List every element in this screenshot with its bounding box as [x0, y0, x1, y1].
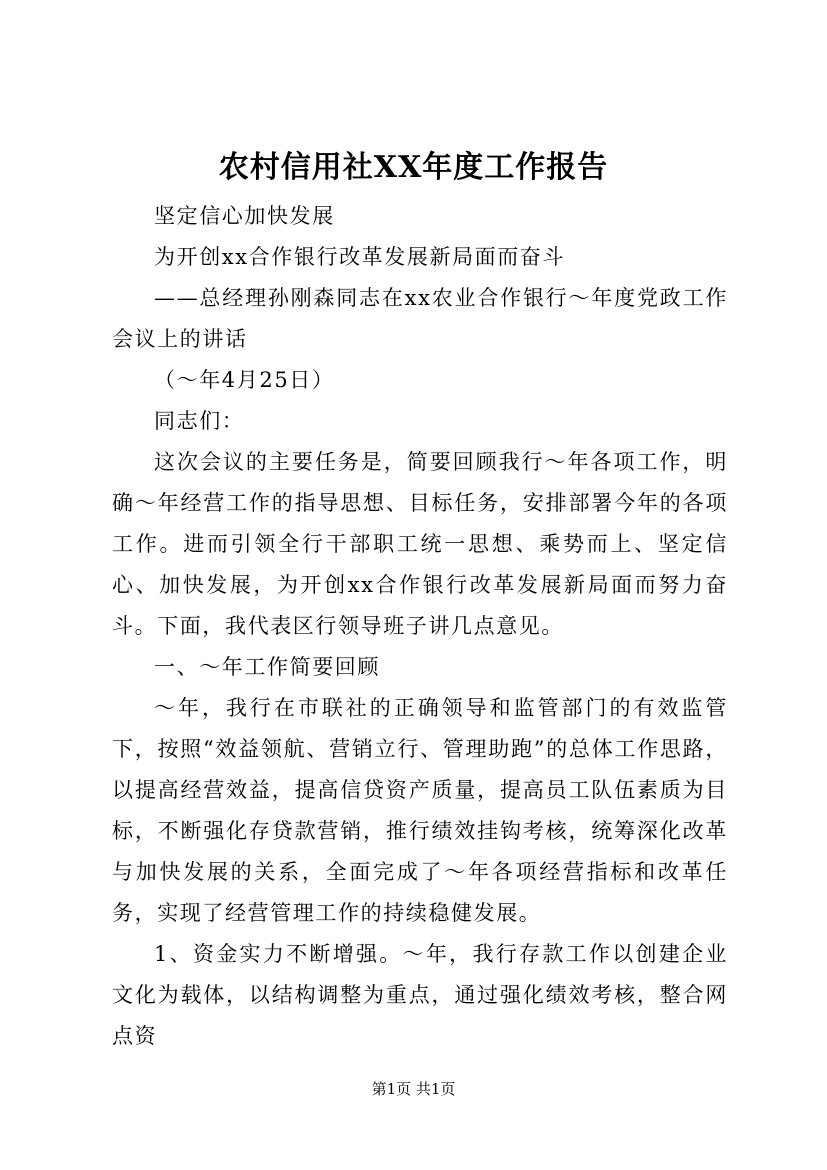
- paragraph-speaker: ——总经理孙刚森同志在xx农业合作银行～年度党政工作会议上的讲话: [112, 286, 728, 351]
- paragraph-review: ～年，我行在市联社的正确领导和监管部门的有效监管下，按照“效益领航、营销立行、管理助跑”的总体工作思路，以提高经营效益，提高信贷资产质量，提高员工队伍素质为目标，不断强化存贷款营销，推行绩效挂钩考核，统筹深化改革与加快发展的关系，全面完成了～年各项经营指标和改革任务，实现了经营管理工作的持续稳健发展。: [112, 696, 728, 925]
- paragraph-theme: 为开创xx合作银行改革发展新局面而奋斗: [154, 245, 566, 269]
- document-title: 农村信用社XX年度工作报告: [218, 150, 609, 185]
- paragraph-section-heading: 一、～年工作简要回顾: [154, 655, 380, 679]
- paragraph-salutation: 同志们：: [154, 409, 245, 433]
- paragraph-item-1: 1、资金实力不断增强。～年，我行存款工作以创建企业文化为载体，以结构调整为重点，通过强化绩效考核，整合网点资: [112, 942, 728, 1048]
- paragraph-date: （～年4月25日）: [154, 368, 335, 392]
- page-footer: 第1页 共1页: [371, 1080, 456, 1098]
- paragraph-intro: 这次会议的主要任务是，简要回顾我行～年各项工作，明确～年经营工作的指导思想、目标任务，安排部署今年的各项工作。进而引领全行干部职工统一思想、乘势而上、坚定信心、加快发展，为开创xx合作银行改革发展新局面而努力奋斗。下面，我代表区行领导班子讲几点意见。: [112, 450, 728, 638]
- document-body: [112, 196, 728, 1057]
- paragraph-subtitle: 坚定信心加快发展: [154, 204, 335, 228]
